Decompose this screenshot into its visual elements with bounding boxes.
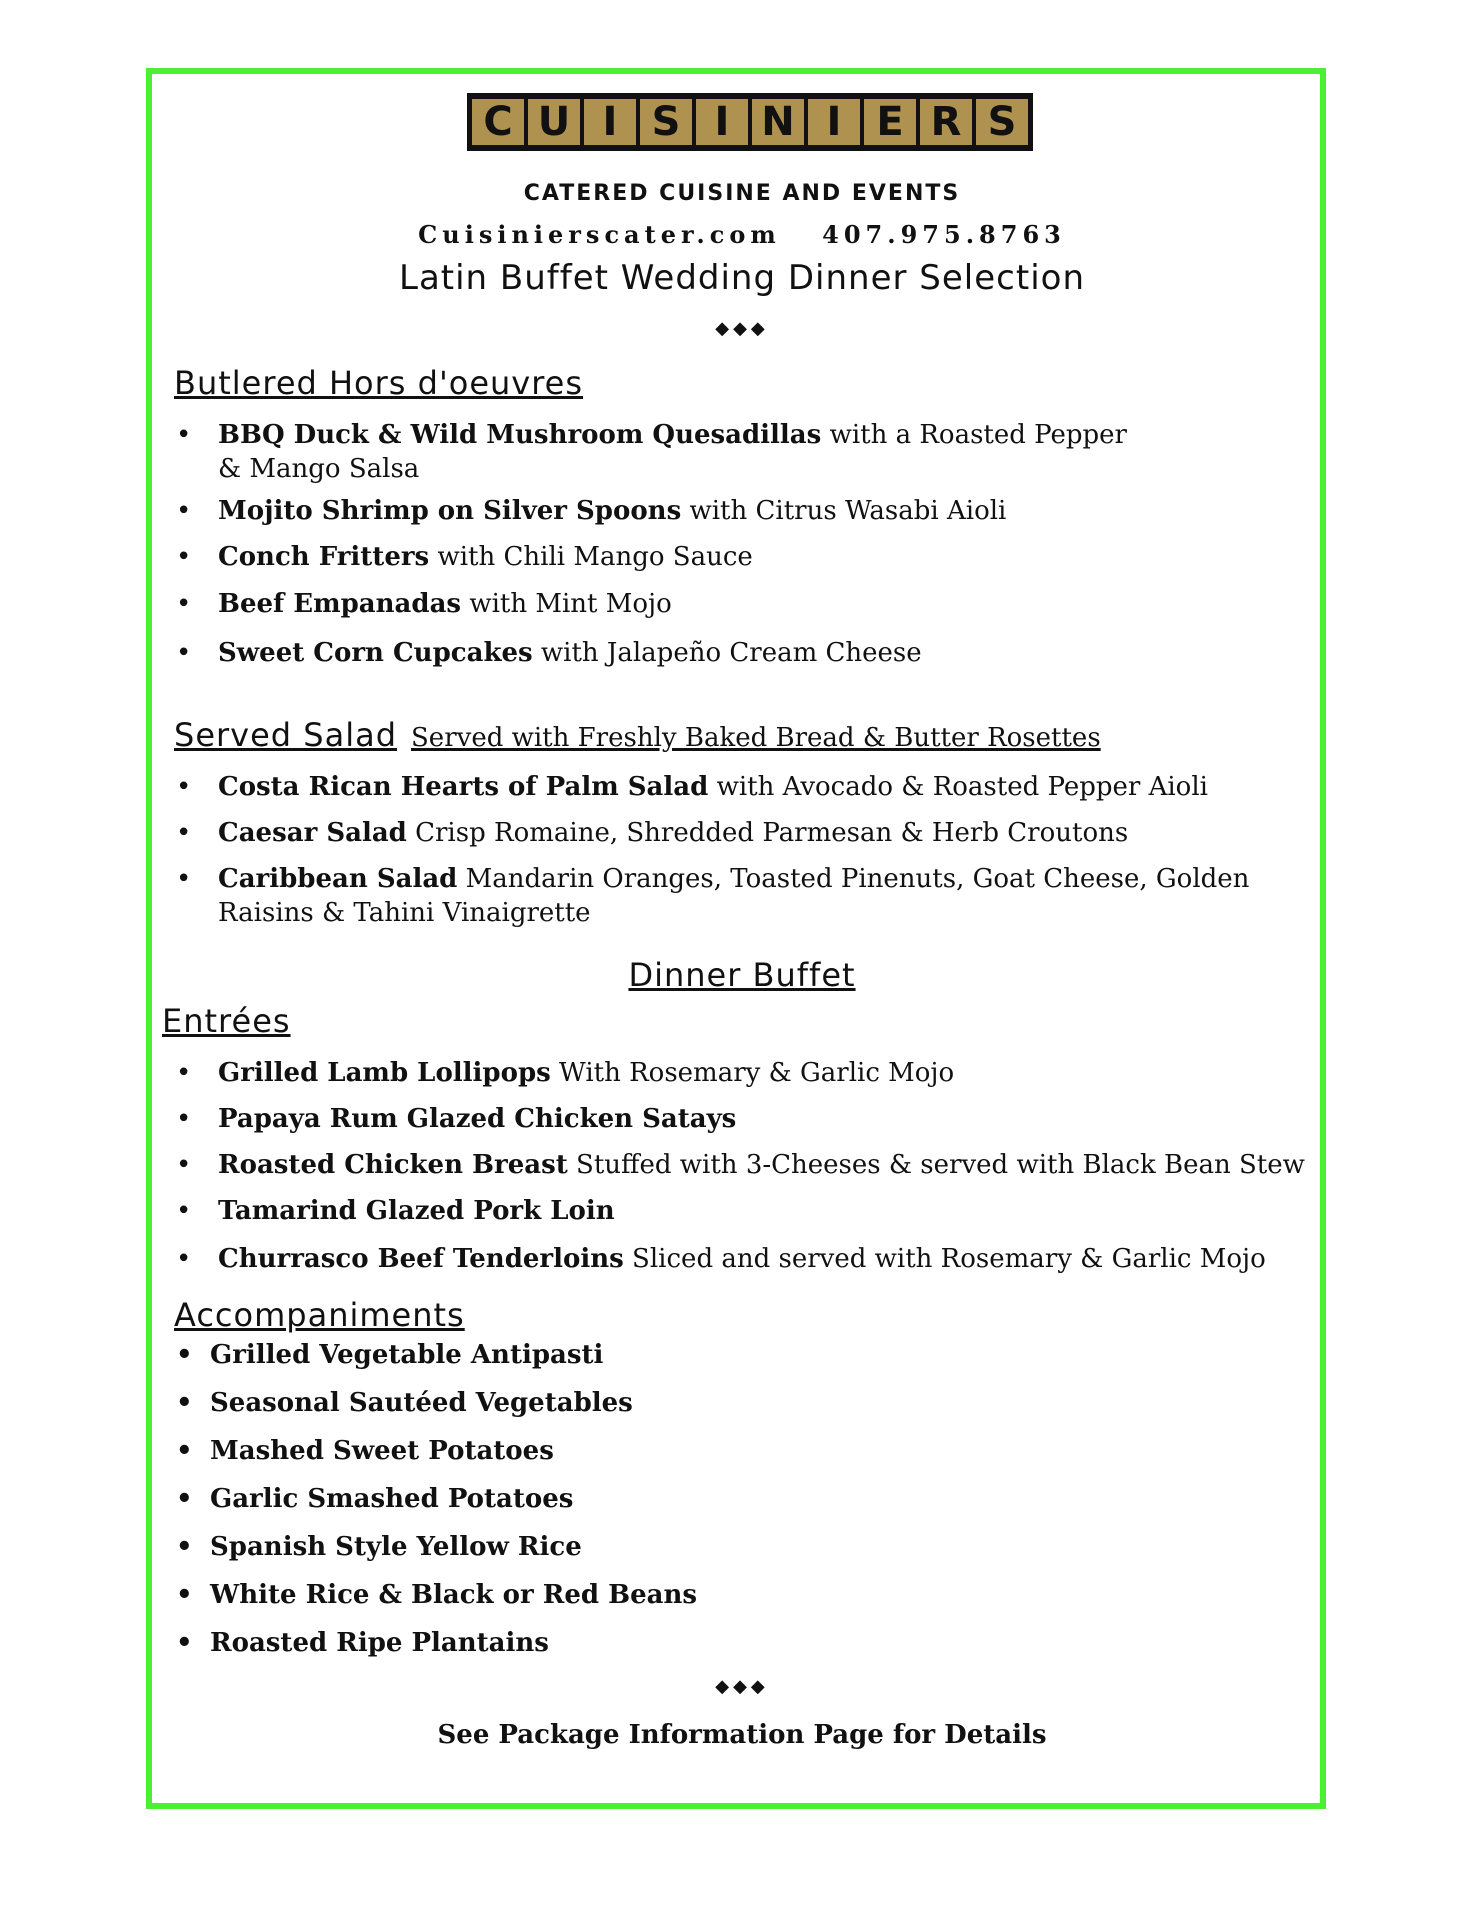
logo-letter: S <box>976 99 1028 145</box>
contact-line <box>0 220 1484 249</box>
diamond-divider-bottom: ◆◆◆ <box>715 1676 769 1697</box>
salad-list <box>176 770 1276 930</box>
dinner-buffet-heading: Dinner Buffet <box>628 956 856 994</box>
list-item: • White Rice & Black or Red Beans <box>176 1578 1276 1612</box>
logo-letter: U <box>528 99 580 145</box>
list-item: • Spanish Style Yellow Rice <box>176 1530 1276 1564</box>
list-item: • Beef Empanadas with Mint Mojo <box>176 587 1276 621</box>
list-item: • Mojito Shrimp on Silver Spoons with Citrus Wasabi Aioli <box>176 494 1276 528</box>
entrees-list <box>176 1056 1316 1276</box>
diamond-divider-top: ◆◆◆ <box>715 318 769 339</box>
list-item: • Sweet Corn Cupcakes with Jalapeño Cream Cheese <box>176 636 1276 670</box>
entrees-heading: Entrées <box>162 1002 291 1040</box>
page-title: Latin Buffet Wedding Dinner Selection <box>399 258 1085 298</box>
list-item: • Caribbean Salad Mandarin Oranges, Toasted Pinenuts, Goat Cheese, Golden Raisins & Tahini Vinaigrette <box>176 862 1276 930</box>
served-salad-heading: Served Salad Served with Freshly Baked Bread & Butter Rosettes <box>174 716 1101 754</box>
cuisiniers-logo <box>467 93 1033 151</box>
logo-letter: C <box>472 99 524 145</box>
list-item: • Tamarind Glazed Pork Loin <box>176 1194 1316 1228</box>
list-item: • Mashed Sweet Potatoes <box>176 1434 1276 1468</box>
logo-letter: I <box>696 99 748 145</box>
list-item: • Garlic Smashed Potatoes <box>176 1482 1276 1516</box>
list-item: • Churrasco Beef Tenderloins Sliced and served with Rosemary & Garlic Mojo <box>176 1242 1316 1276</box>
website-link[interactable]: Cuisinierscater.com <box>418 220 781 249</box>
list-item: • Caesar Salad Crisp Romaine, Shredded Parmesan & Herb Croutons <box>176 816 1276 850</box>
footer-note: See Package Information Page for Details <box>437 1720 1047 1750</box>
salad-note: Served with Freshly Baked Bread & Butter Rosettes <box>411 723 1101 753</box>
logo-letter: I <box>808 99 860 145</box>
list-item: • Roasted Ripe Plantains <box>176 1626 1276 1660</box>
logo-letter: I <box>584 99 636 145</box>
logo-letter: E <box>864 99 916 145</box>
logo-letter: R <box>920 99 972 145</box>
list-item: • Conch Fritters with Chili Mango Sauce <box>176 540 1276 574</box>
accompaniments-list <box>176 1338 1276 1660</box>
list-item: • BBQ Duck & Wild Mushroom Quesadillas with a Roasted Pepper & Mango Salsa <box>176 418 1276 486</box>
list-item: • Costa Rican Hearts of Palm Salad with Avocado & Roasted Pepper Aioli <box>176 770 1276 804</box>
list-item: • Grilled Vegetable Antipasti <box>176 1338 1276 1372</box>
hors-doeuvres-heading: Butlered Hors d'oeuvres <box>174 364 584 402</box>
list-item: • Seasonal Sautéed Vegetables <box>176 1386 1276 1420</box>
list-item: • Roasted Chicken Breast Stuffed with 3-Cheeses & served with Black Bean Stew <box>176 1148 1316 1182</box>
hors-doeuvres-list <box>176 418 1276 670</box>
logo-letter: N <box>752 99 804 145</box>
phone-number: 407.975.8763 <box>822 220 1066 249</box>
list-item: • Papaya Rum Glazed Chicken Satays <box>176 1102 1316 1136</box>
tagline: CATERED CUISINE AND EVENTS <box>523 181 961 206</box>
list-item: • Grilled Lamb Lollipops With Rosemary & Garlic Mojo <box>176 1056 1316 1090</box>
logo-letter: S <box>640 99 692 145</box>
accompaniments-heading: Accompaniments <box>174 1296 465 1334</box>
